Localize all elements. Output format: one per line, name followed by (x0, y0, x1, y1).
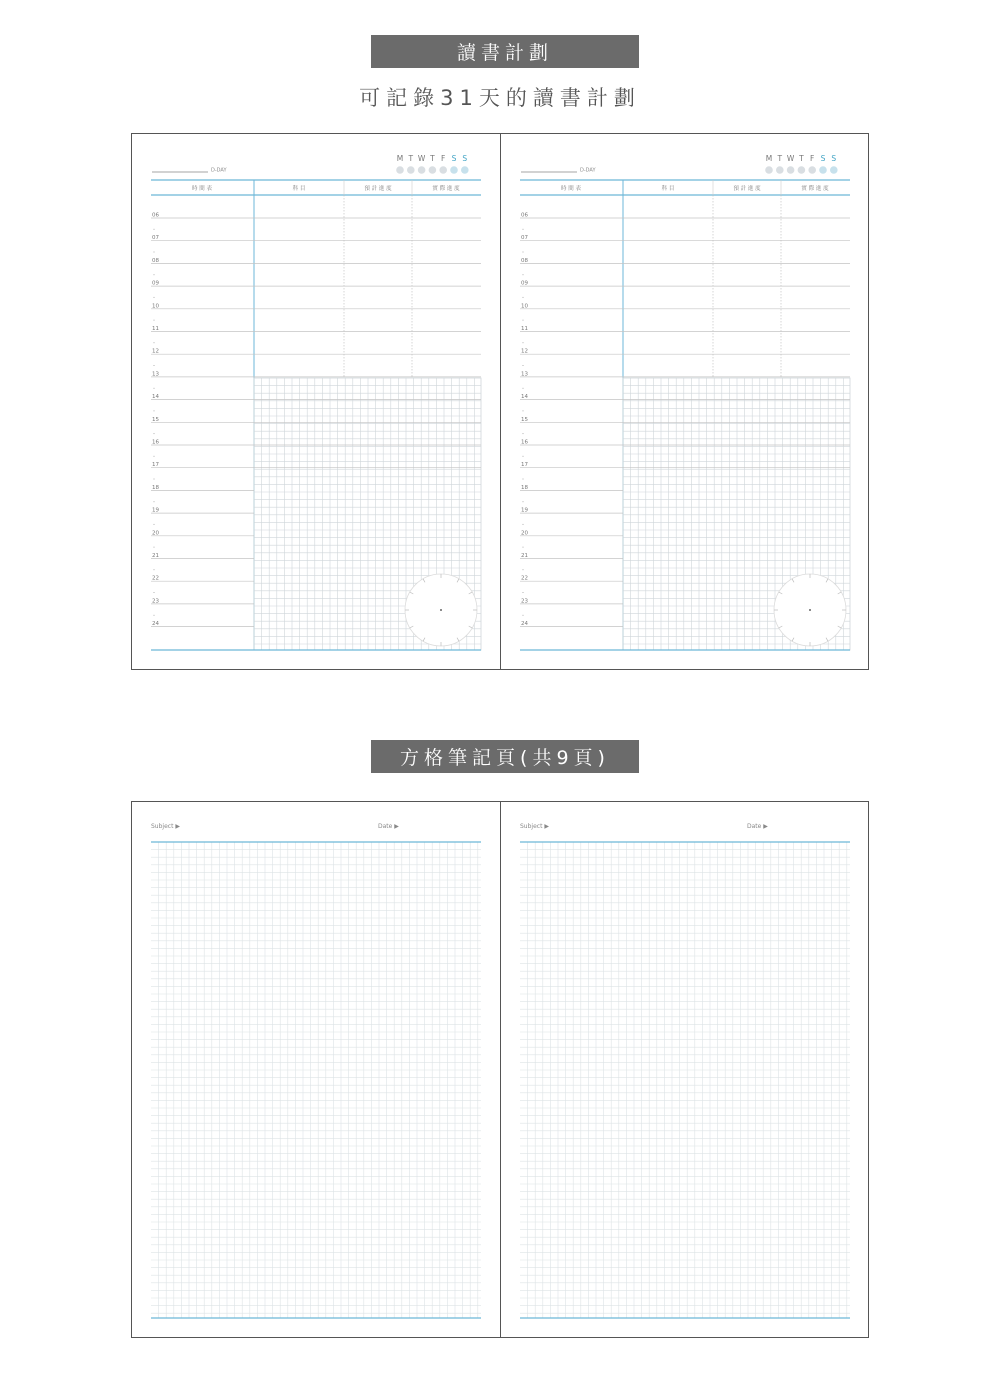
weekday-letter: W (417, 154, 426, 163)
weekday-check-dot (830, 166, 838, 174)
grid-notes-banner: 方格筆記頁(共9頁) (371, 740, 639, 773)
planner-sheet (501, 134, 869, 669)
grid-sheet (132, 802, 500, 1337)
weekday-check-dot (407, 166, 415, 174)
half-hour-dot (154, 297, 155, 298)
half-hour-dot (154, 547, 155, 548)
half-hour-dot (154, 410, 155, 411)
hour-label: 15 (521, 416, 528, 423)
reading-plan-subtitle: 可記錄31天的讀書計劃 (359, 86, 641, 110)
hour-label: 21 (152, 553, 159, 559)
hour-label: 23 (521, 598, 528, 605)
half-hour-dot (523, 501, 524, 502)
column-header: 實 際 進 度 (432, 186, 460, 192)
hour-label: 09 (521, 280, 528, 287)
hour-label: 20 (521, 530, 528, 537)
hour-label: 15 (152, 416, 159, 423)
half-hour-dot (154, 433, 155, 434)
half-hour-dot (523, 615, 524, 616)
column-header: 預 計 進 度 (364, 186, 392, 192)
half-hour-dot (523, 410, 524, 411)
weekday-letter: T (777, 154, 783, 163)
half-hour-dot (523, 388, 524, 389)
clock-center-dot (809, 609, 811, 611)
weekday-check-dot (798, 166, 806, 174)
hour-label: 19 (521, 507, 528, 514)
weekday-check-dot (418, 166, 426, 174)
dday-label: D-DAY (211, 167, 227, 174)
half-hour-dot (154, 320, 155, 321)
grid-page-left (132, 802, 500, 1337)
hour-label: 16 (521, 439, 528, 446)
half-hour-dot (154, 456, 155, 457)
planner-page-right (500, 134, 869, 669)
column-header: 實 際 進 度 (801, 186, 829, 192)
subject-label: Subject ▶ (520, 823, 549, 830)
half-hour-dot (523, 274, 524, 275)
half-hour-dot (154, 615, 155, 616)
half-hour-dot (523, 569, 524, 570)
hour-label: 10 (521, 303, 528, 310)
half-hour-dot (523, 456, 524, 457)
half-hour-dot (523, 479, 524, 480)
weekday-check-dot (776, 166, 784, 174)
column-header: 預 計 進 度 (733, 186, 761, 192)
half-hour-dot (154, 342, 155, 343)
weekday-letter: T (430, 154, 435, 163)
hour-label: 22 (152, 575, 159, 582)
hour-label: 09 (152, 280, 159, 287)
hour-label: 11 (152, 326, 159, 332)
hour-label: 08 (152, 257, 159, 264)
grid-page-right (500, 802, 869, 1337)
weekday-letter: M (396, 154, 404, 163)
hour-label: 16 (152, 439, 159, 446)
half-hour-dot (154, 274, 155, 275)
weekday-letter: T (408, 154, 414, 163)
hour-label: 06 (152, 212, 159, 219)
column-header: 科 目 (661, 186, 675, 192)
weekday-letter: F (441, 154, 446, 163)
weekday-letter: M (765, 154, 773, 163)
hour-label: 22 (521, 575, 528, 582)
reading-plan-spread (131, 133, 869, 670)
half-hour-dot (523, 229, 524, 230)
subject-label: Subject ▶ (151, 823, 180, 830)
half-hour-dot (154, 569, 155, 570)
hour-label: 17 (521, 462, 528, 469)
hour-label: 17 (152, 462, 159, 469)
hour-label: 13 (521, 371, 528, 378)
half-hour-dot (154, 388, 155, 389)
hour-label: 07 (521, 235, 528, 242)
clock-center-dot (440, 609, 442, 611)
dday-label: D-DAY (580, 167, 596, 174)
grid-notes-spread (131, 801, 869, 1338)
hour-label: 10 (152, 303, 159, 310)
hour-label: 24 (521, 621, 528, 628)
planner-sheet (132, 134, 500, 669)
half-hour-dot (523, 592, 524, 593)
date-label: Date ▶ (747, 823, 768, 830)
half-hour-dot (523, 297, 524, 298)
weekday-letter: S (831, 154, 837, 163)
weekday-letter: S (820, 154, 826, 163)
hour-label: 19 (152, 507, 159, 514)
weekday-letter: W (786, 154, 795, 163)
half-hour-dot (154, 252, 155, 253)
hour-label: 12 (521, 348, 528, 355)
hour-label: 14 (152, 394, 159, 401)
grid-sheet (501, 802, 869, 1337)
clock-face (405, 574, 477, 646)
hour-label: 11 (521, 326, 528, 332)
weekday-check-dot (819, 166, 827, 174)
hour-label: 21 (521, 553, 528, 559)
hour-label: 12 (152, 348, 159, 355)
column-header: 時 間 表 (561, 186, 581, 192)
hour-label: 23 (152, 598, 159, 605)
hour-label: 20 (152, 530, 159, 537)
weekday-check-dot (439, 166, 447, 174)
date-label: Date ▶ (378, 823, 399, 830)
weekday-letter: S (451, 154, 457, 163)
hour-label: 14 (521, 394, 528, 401)
planner-page-left (132, 134, 500, 669)
weekday-check-dot (429, 166, 437, 174)
half-hour-dot (523, 547, 524, 548)
half-hour-dot (523, 433, 524, 434)
weekday-check-dot (396, 166, 404, 174)
weekday-check-dot (808, 166, 816, 174)
hour-label: 08 (521, 257, 528, 264)
hour-label: 18 (521, 484, 528, 491)
hour-label: 18 (152, 484, 159, 491)
half-hour-dot (154, 229, 155, 230)
weekday-check-dot (765, 166, 773, 174)
half-hour-dot (154, 365, 155, 366)
hour-label: 13 (152, 371, 159, 378)
reading-plan-banner: 讀書計劃 (371, 35, 639, 68)
hour-label: 24 (152, 621, 159, 628)
half-hour-dot (523, 320, 524, 321)
half-hour-dot (154, 592, 155, 593)
half-hour-dot (523, 252, 524, 253)
half-hour-dot (154, 524, 155, 525)
half-hour-dot (523, 524, 524, 525)
half-hour-dot (154, 501, 155, 502)
weekday-letter: F (810, 154, 815, 163)
weekday-check-dot (450, 166, 458, 174)
weekday-letter: T (799, 154, 804, 163)
column-header: 時 間 表 (192, 186, 212, 192)
weekday-letter: S (462, 154, 468, 163)
hour-label: 06 (521, 212, 528, 219)
half-hour-dot (523, 342, 524, 343)
half-hour-dot (523, 365, 524, 366)
weekday-check-dot (787, 166, 795, 174)
weekday-check-dot (461, 166, 469, 174)
hour-label: 07 (152, 235, 159, 242)
column-header: 科 目 (292, 186, 306, 192)
half-hour-dot (154, 479, 155, 480)
clock-face (774, 574, 846, 646)
